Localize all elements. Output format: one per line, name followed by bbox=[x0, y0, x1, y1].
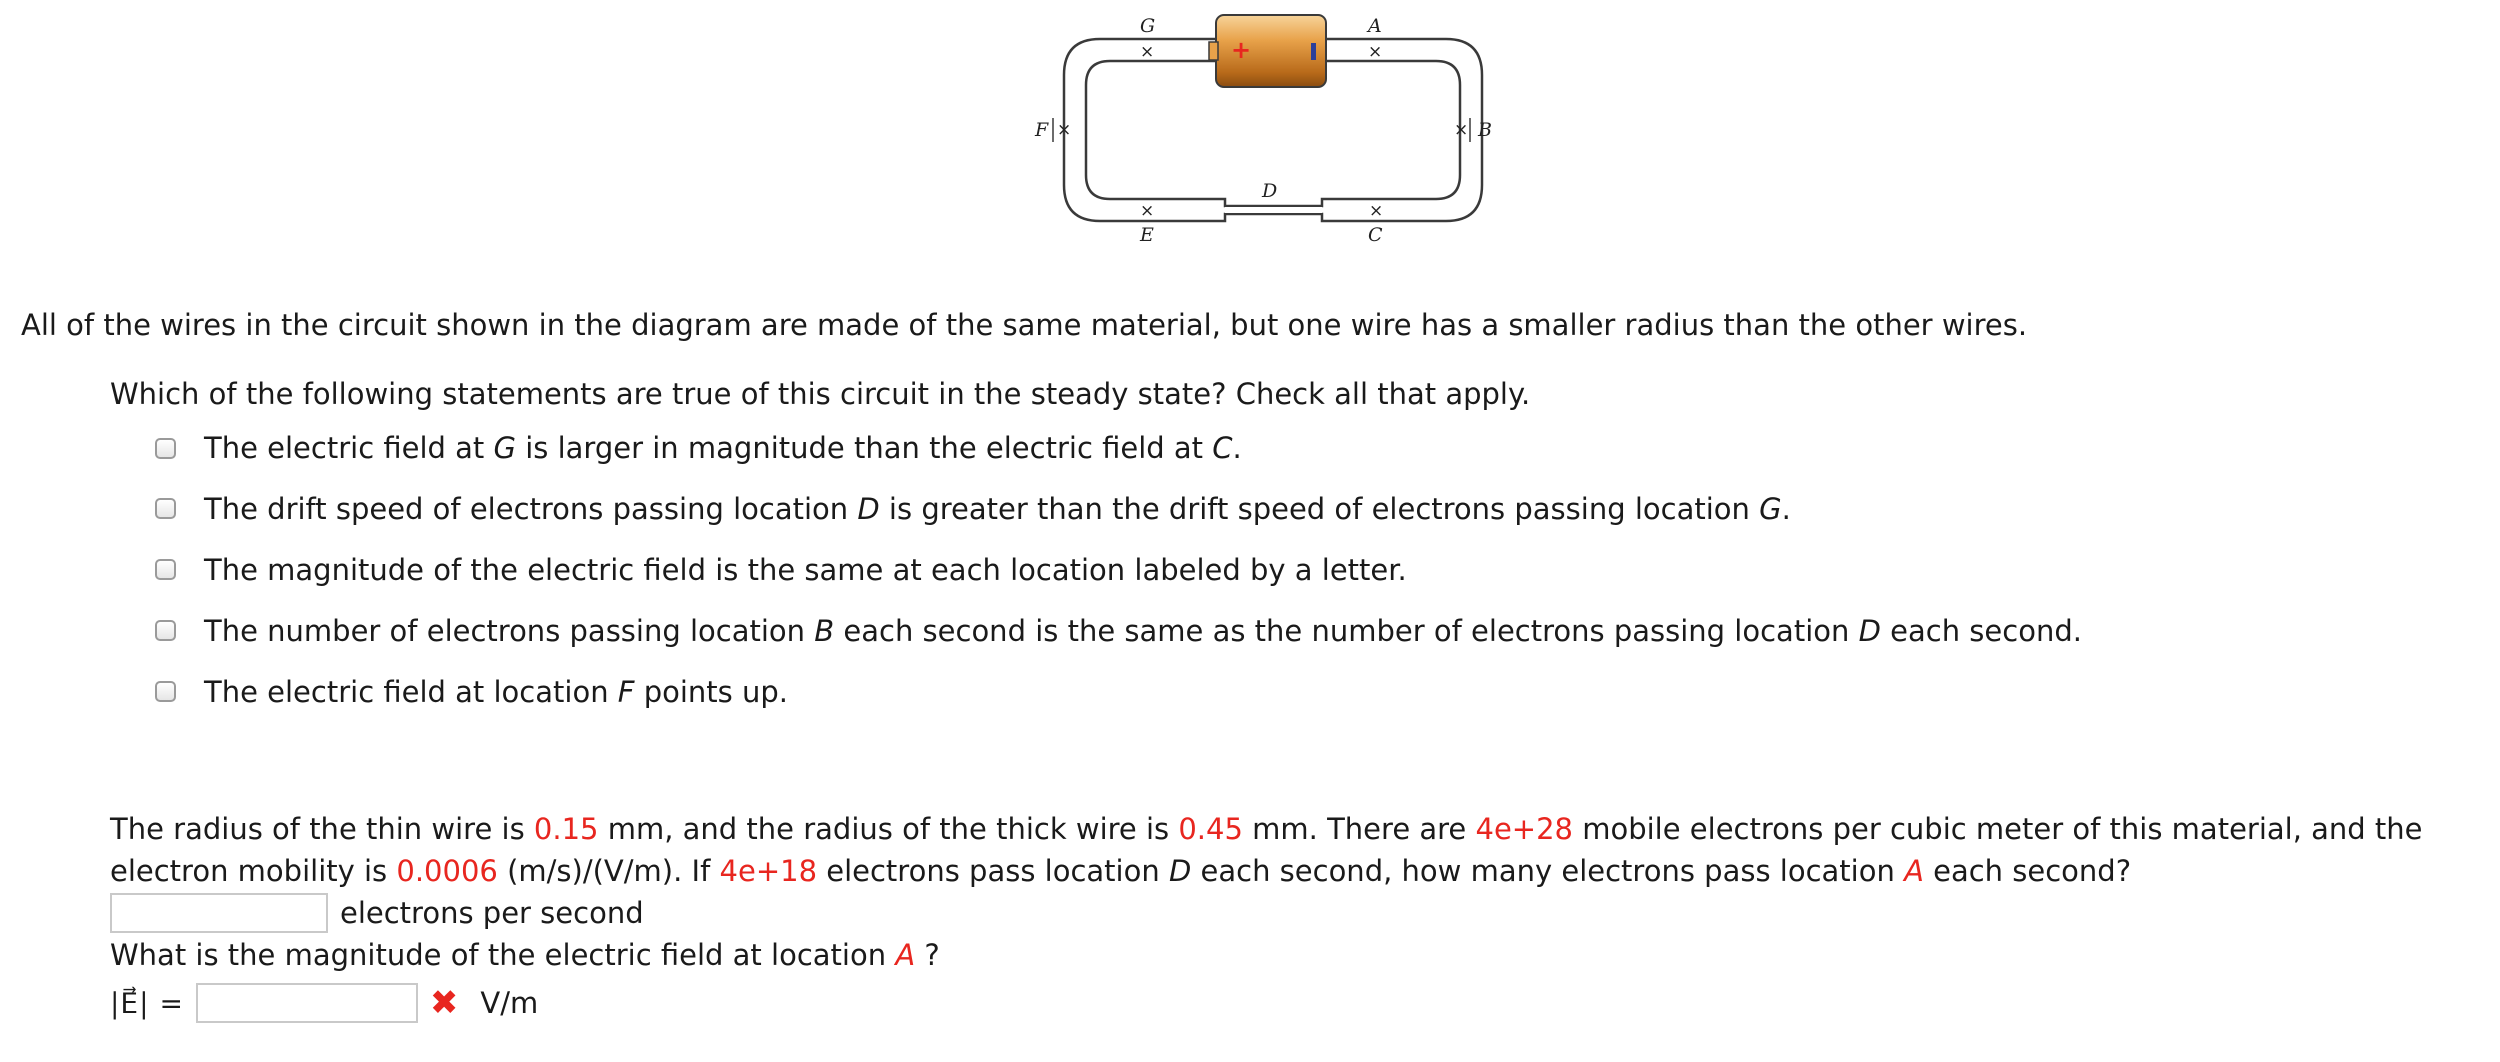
option-5[interactable] bbox=[155, 661, 2082, 722]
intro-text: All of the wires in the circuit shown in the diagram are made of the same material, but one wire has a smaller radius than the other wires. bbox=[21, 308, 2028, 342]
question-field-magnitude: What is the magnitude of the electric field at location A ? bbox=[110, 938, 940, 972]
option-5-text: The electric field at location F points up. bbox=[204, 674, 788, 709]
question-statements: Which of the following statements are true of this circuit in the steady state? Check all that apply. bbox=[110, 377, 1531, 411]
cross-e: × bbox=[1140, 201, 1155, 221]
cross-f: × bbox=[1057, 120, 1072, 140]
checkbox-1[interactable] bbox=[155, 438, 176, 459]
thin-wire bbox=[1225, 207, 1322, 213]
cross-a: × bbox=[1368, 42, 1383, 62]
answer-electrons-row bbox=[110, 893, 644, 933]
electrons-unit: electrons per second bbox=[340, 896, 644, 930]
field-magnitude-input[interactable] bbox=[196, 983, 418, 1023]
electron-density-value: 4e+28 bbox=[1475, 812, 1573, 846]
field-unit: V/m bbox=[480, 986, 539, 1020]
checkbox-5[interactable] bbox=[155, 681, 176, 702]
option-1[interactable] bbox=[155, 418, 2082, 478]
cross-c: × bbox=[1369, 201, 1384, 221]
label-g: G bbox=[1140, 15, 1156, 37]
thin-radius-value: 0.15 bbox=[533, 812, 599, 846]
field-magnitude-symbol: |E⃗| = bbox=[110, 986, 184, 1020]
option-3-text: The magnitude of the electric field is the same at each location labeled by a letter. bbox=[204, 552, 1407, 587]
cross-b: × bbox=[1454, 120, 1469, 140]
checkbox-3[interactable] bbox=[155, 559, 176, 580]
label-d: D bbox=[1262, 180, 1278, 202]
battery-minus bbox=[1311, 43, 1316, 60]
option-4-text: The number of electrons passing location B each second is the same as the number of electrons passing location D each second. bbox=[204, 613, 2082, 648]
mobility-value: 0.0006 bbox=[396, 854, 498, 888]
label-e: E bbox=[1140, 224, 1154, 246]
checkbox-4[interactable] bbox=[155, 620, 176, 641]
option-1-text: The electric field at G is larger in magnitude than the electric field at C. bbox=[204, 431, 1242, 465]
option-4[interactable] bbox=[155, 600, 2082, 661]
options-list bbox=[155, 418, 2082, 722]
electron-rate-value: 4e+18 bbox=[719, 854, 818, 888]
checkbox-2[interactable] bbox=[155, 498, 176, 519]
incorrect-icon: ✖ bbox=[429, 983, 459, 1023]
label-a: A bbox=[1368, 15, 1382, 37]
option-2[interactable] bbox=[155, 478, 2082, 539]
electrons-per-second-input[interactable] bbox=[110, 893, 328, 933]
label-b: B bbox=[1478, 119, 1492, 141]
problem-statement: The radius of the thin wire is 0.15 mm, and the radius of the thick wire is 0.45 mm. There are 4e+28 mobile electrons per cubic meter of this material, and the electron mobility is 0.0006 (m/s)/(V/m). If 4e+18 electrons pass location D each second, how many electrons pass location A each second? bbox=[110, 812, 2423, 888]
label-c: C bbox=[1368, 224, 1383, 246]
circuit-diagram bbox=[0, 0, 2500, 260]
option-3[interactable] bbox=[155, 539, 2082, 600]
battery-plus: + bbox=[1231, 36, 1252, 64]
answer-field-row bbox=[110, 983, 538, 1023]
thick-radius-value: 0.45 bbox=[1178, 812, 1243, 846]
cross-g: × bbox=[1140, 42, 1155, 62]
battery bbox=[1209, 15, 1326, 87]
option-2-text: The drift speed of electrons passing location D is greater than the drift speed of electrons passing location G. bbox=[204, 491, 1791, 526]
label-f: F bbox=[1035, 119, 1049, 141]
